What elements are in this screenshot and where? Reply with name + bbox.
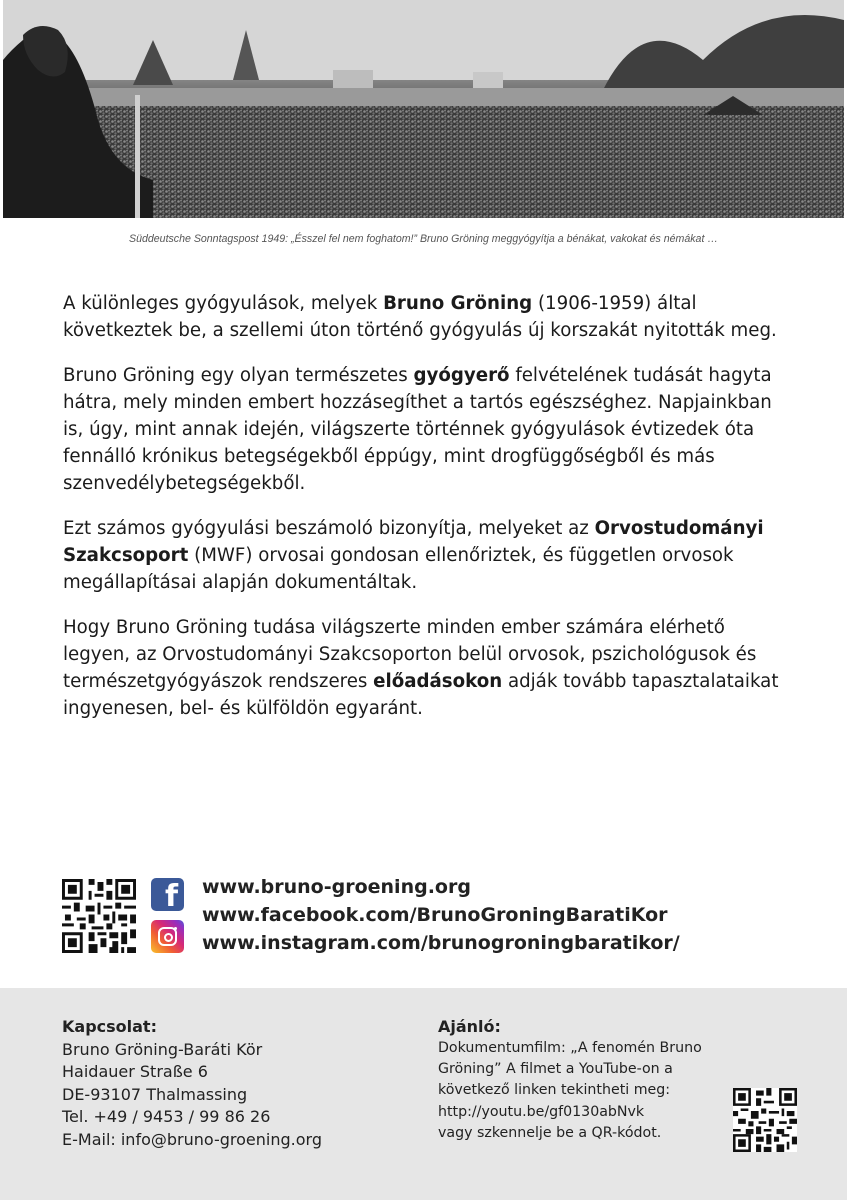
recommend-line-3: következő linken tekintheti meg:: [438, 1082, 671, 1099]
recommend-heading: Ajánló:: [438, 1017, 501, 1036]
header-photo: [3, 0, 844, 218]
youtube-link[interactable]: http://youtu.be/gf0130abNvk: [438, 1103, 645, 1120]
recommend-line-1: Dokumentumfilm: „A fenomén Bruno: [438, 1040, 702, 1056]
qr-code-icon[interactable]: [62, 879, 136, 953]
footer: [0, 988, 847, 1200]
recommend-line-5: vagy szkennelje be a QR-kódot.: [438, 1124, 662, 1141]
facebook-link[interactable]: www.facebook.com/BrunoGroningBaratiKor: [202, 904, 668, 926]
instagram-icon[interactable]: [151, 920, 184, 953]
main-text: [63, 290, 783, 740]
bold-healing-power: gyógyerő: [413, 365, 510, 386]
contact-phone: Tel. +49 / 9453 / 99 86 26: [62, 1107, 271, 1126]
instagram-link[interactable]: www.instagram.com/brunogroningbaratikor/: [202, 932, 680, 954]
bold-name: Bruno Gröning: [383, 293, 533, 314]
paragraph-4: Hogy Bruno Gröning tudása világszerte minden ember számára elérhető legyen, az Orvostudományi Szakcsoporton belül orvosok, pszichológusok és természetgyógyászok rendszeres előadásokon adják tovább tapasztalataikat ingyenesen, bel- és külföldön egyaránt.: [63, 617, 779, 719]
website-link[interactable]: www.bruno-groening.org: [202, 876, 471, 898]
contact-name: Bruno Gröning-Baráti Kör: [62, 1039, 263, 1059]
contact-email[interactable]: E-Mail: info@bruno-groening.org: [62, 1129, 322, 1149]
contact-street: Haidauer Straße 6: [62, 1062, 208, 1081]
paragraph-1: A különleges gyógyulások, melyek Bruno Gröning (1906-1959) által következtek be, a szellemi úton történő gyógyulás új korszakát nyitották meg.: [63, 293, 777, 341]
recommend-block: [438, 1016, 702, 1144]
youtube-qr-code-icon[interactable]: [733, 1088, 797, 1152]
links-section: [62, 876, 782, 956]
contact-city: DE-93107 Thalmassing: [62, 1084, 248, 1104]
contact-heading: Kapcsolat:: [62, 1017, 157, 1036]
recommend-line-2: Gröning” A filmet a YouTube-on a: [438, 1061, 673, 1078]
paragraph-3: Ezt számos gyógyulási beszámoló bizonyítja, melyeket az Orvostudományi Szakcsoport (MWF) orvosai gondosan ellenőriztek, és független orvosok megállapításai alapján dokumentáltak.: [63, 518, 764, 593]
photo-caption: Süddeutsche Sonntagspost 1949: „Ésszel fel nem foghatom!” Bruno Gröning meggyógyítja a bénákat, vakokat és némákat …: [129, 233, 718, 245]
facebook-icon[interactable]: f: [151, 878, 184, 911]
bold-medical-group: Orvostudományi Szakcsoport: [63, 518, 764, 566]
paragraph-2: Bruno Gröning egy olyan természetes gyógyerő felvételének tudását hagyta hátra, mely minden embert hozzásegíthet a tartós egészséghez. Napjainkban is, úgy, mint annak idején, világszerte történnek gyógyulások évtizedek óta fennálló krónikus betegségekből éppúgy, mint drogfüggőségből és más szenvedélybetegségekből.: [63, 365, 772, 494]
contact-block: [62, 1016, 322, 1151]
crowd-photo-image: [3, 0, 844, 218]
bold-lectures: előadásokon: [373, 671, 503, 692]
